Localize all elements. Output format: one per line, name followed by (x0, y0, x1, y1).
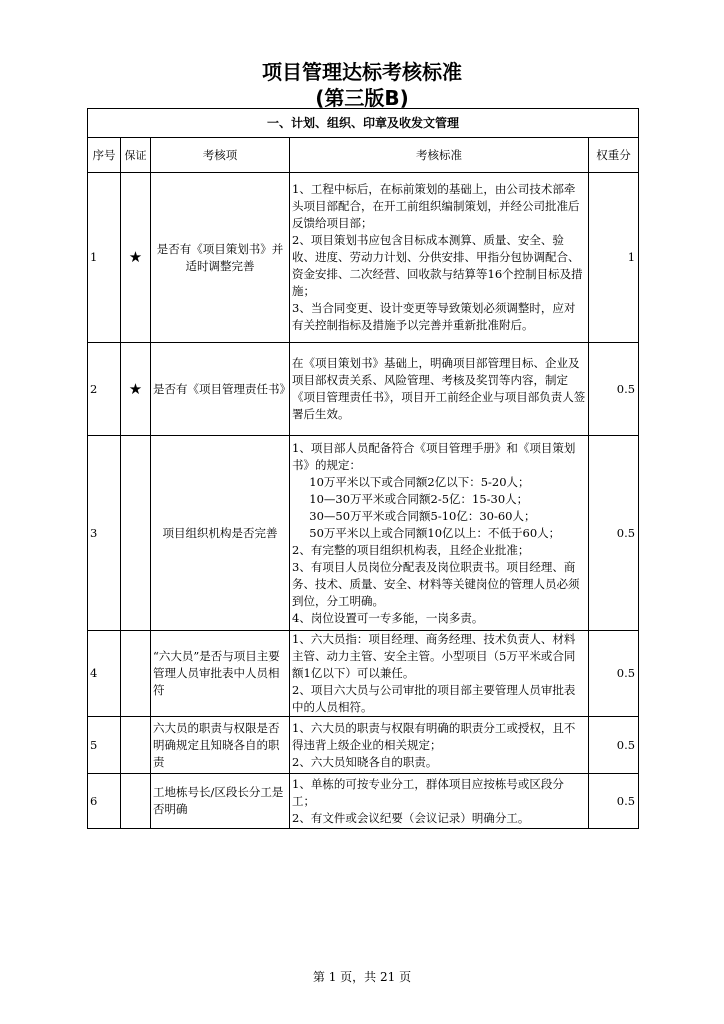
star-icon (121, 436, 151, 631)
table-row (88, 717, 639, 774)
standard-line: 2、项目策划书应包含目标成本测算、质量、安全、验收、进度、劳动力计划、分供安排、甲指分包协调配合、资金安排、二次经营、回收款与结算等16个控制目标及措施； (292, 233, 583, 298)
star-icon: ★ (121, 343, 151, 436)
standard-line: 2、项目六大员与公司审批的项目部主要管理人员审批表中的人员相符。 (292, 683, 576, 714)
table-row (88, 173, 639, 343)
row-item: 是否有《项目管理责任书》 (151, 343, 290, 436)
star-icon (121, 631, 151, 717)
assessment-table (87, 108, 639, 829)
row-weight: 0.5 (589, 436, 639, 631)
table-row (88, 631, 639, 717)
header-standard: 考核标准 (290, 138, 589, 173)
standard-line: 3、有项目人员岗位分配表及岗位职责书。项目经理、商务、技术、质量、安全、材料等关键岗位的管理人员必须到位，分工明确。 (292, 559, 580, 608)
standard-line: 在《项目策划书》基础上，明确项目部管理目标、企业及项目部权责关系、风险管理、考核及奖罚等内容，制定《项目管理责任书》，项目开工前经企业与项目部负责人签署后生效。 (292, 356, 586, 421)
column-header-row (88, 138, 639, 173)
header-weight: 权重分 (589, 138, 639, 173)
row-item: “六大员”是否与项目主要管理人员审批表中人员相符 (151, 631, 290, 717)
row-item: 工地栋号长/区段长分工是否明确 (151, 774, 290, 829)
row-no: 6 (88, 774, 121, 829)
standard-line: 1、六大员的职责与权限有明确的职责分工或授权，且不得违背上级企业的相关规定； (292, 720, 576, 752)
row-weight: 0.5 (589, 343, 639, 436)
standard-line: 1、项目部人员配备符合《项目管理手册》和《项目策划书》的规定： (292, 440, 576, 472)
header-item: 考核项 (151, 138, 290, 173)
star-icon: ★ (121, 173, 151, 343)
standard-line: 1、单栋的可按专业分工，群体项目应按栋号或区段分工； (292, 776, 564, 808)
standard-line: 3、当合同变更、设计变更等导致策划必须调整时，应对有关控制指标及措施予以完善并重新批准附后。 (292, 301, 576, 332)
standard-line: 4、岗位设置可一专多能，一岗多责。 (292, 610, 484, 625)
standard-line: 2、有文件或会议纪要（会议记录）明确分工。 (292, 810, 530, 825)
page-subtitle: (第三版B) (315, 86, 409, 110)
section-title: 一、计划、组织、印章及收发文管理 (88, 109, 639, 138)
standard-line: 2、六大员知晓各自的职责。 (292, 754, 438, 769)
header-guarantee: 保证 (121, 138, 151, 173)
standard-line: 30—50万平米或合同额5-10亿：30-60人； (309, 508, 536, 523)
row-weight: 0.5 (589, 717, 639, 774)
standard-line: 1、六大员指：项目经理、商务经理、技术负责人、材料主管、动力主管、安全主管。小型项目（5万平米或合同额1亿以下）可以兼任。 (292, 632, 576, 680)
page-title: 项目管理达标考核标准 (262, 60, 462, 84)
standard-line: 1、工程中标后，在标前策划的基础上，由公司技术部牵头项目部配合，在开工前组织编制策划，并经公司批准后反馈给项目部； (292, 182, 580, 230)
row-no: 1 (88, 173, 121, 343)
standard-line: 50万平米以上或合同额10亿以上：不低于60人； (309, 525, 561, 540)
row-no: 4 (88, 631, 121, 717)
standard-line: 10—30万平米或合同额2-5亿：15-30人； (309, 491, 529, 506)
star-icon (121, 717, 151, 774)
row-weight: 0.5 (589, 631, 639, 717)
table-row (88, 774, 639, 829)
row-standard (290, 173, 589, 343)
standard-line: 2、有完整的项目组织机构表，且经企业批准； (292, 542, 530, 557)
row-standard (290, 631, 589, 717)
star-icon (121, 774, 151, 829)
row-standard (290, 436, 589, 631)
row-no: 5 (88, 717, 121, 774)
row-no: 2 (88, 343, 121, 436)
header-no: 序号 (88, 138, 121, 173)
row-weight: 0.5 (589, 774, 639, 829)
table-row (88, 343, 639, 436)
standard-line: 10万平米以下或合同额2亿以下：5-20人； (309, 474, 530, 489)
page-footer: 第 1 页，共 21 页 (312, 970, 412, 984)
section-header-row (88, 109, 639, 138)
table-row (88, 436, 639, 631)
row-no: 3 (88, 436, 121, 631)
row-item: 六大员的职责与权限是否明确规定且知晓各自的职责 (151, 717, 290, 774)
row-standard (290, 343, 589, 436)
row-item: 是否有《项目策划书》并适时调整完善 (151, 173, 290, 343)
row-standard (290, 774, 589, 829)
row-standard (290, 717, 589, 774)
row-weight: 1 (589, 173, 639, 343)
row-item: 项目组织机构是否完善 (151, 436, 290, 631)
